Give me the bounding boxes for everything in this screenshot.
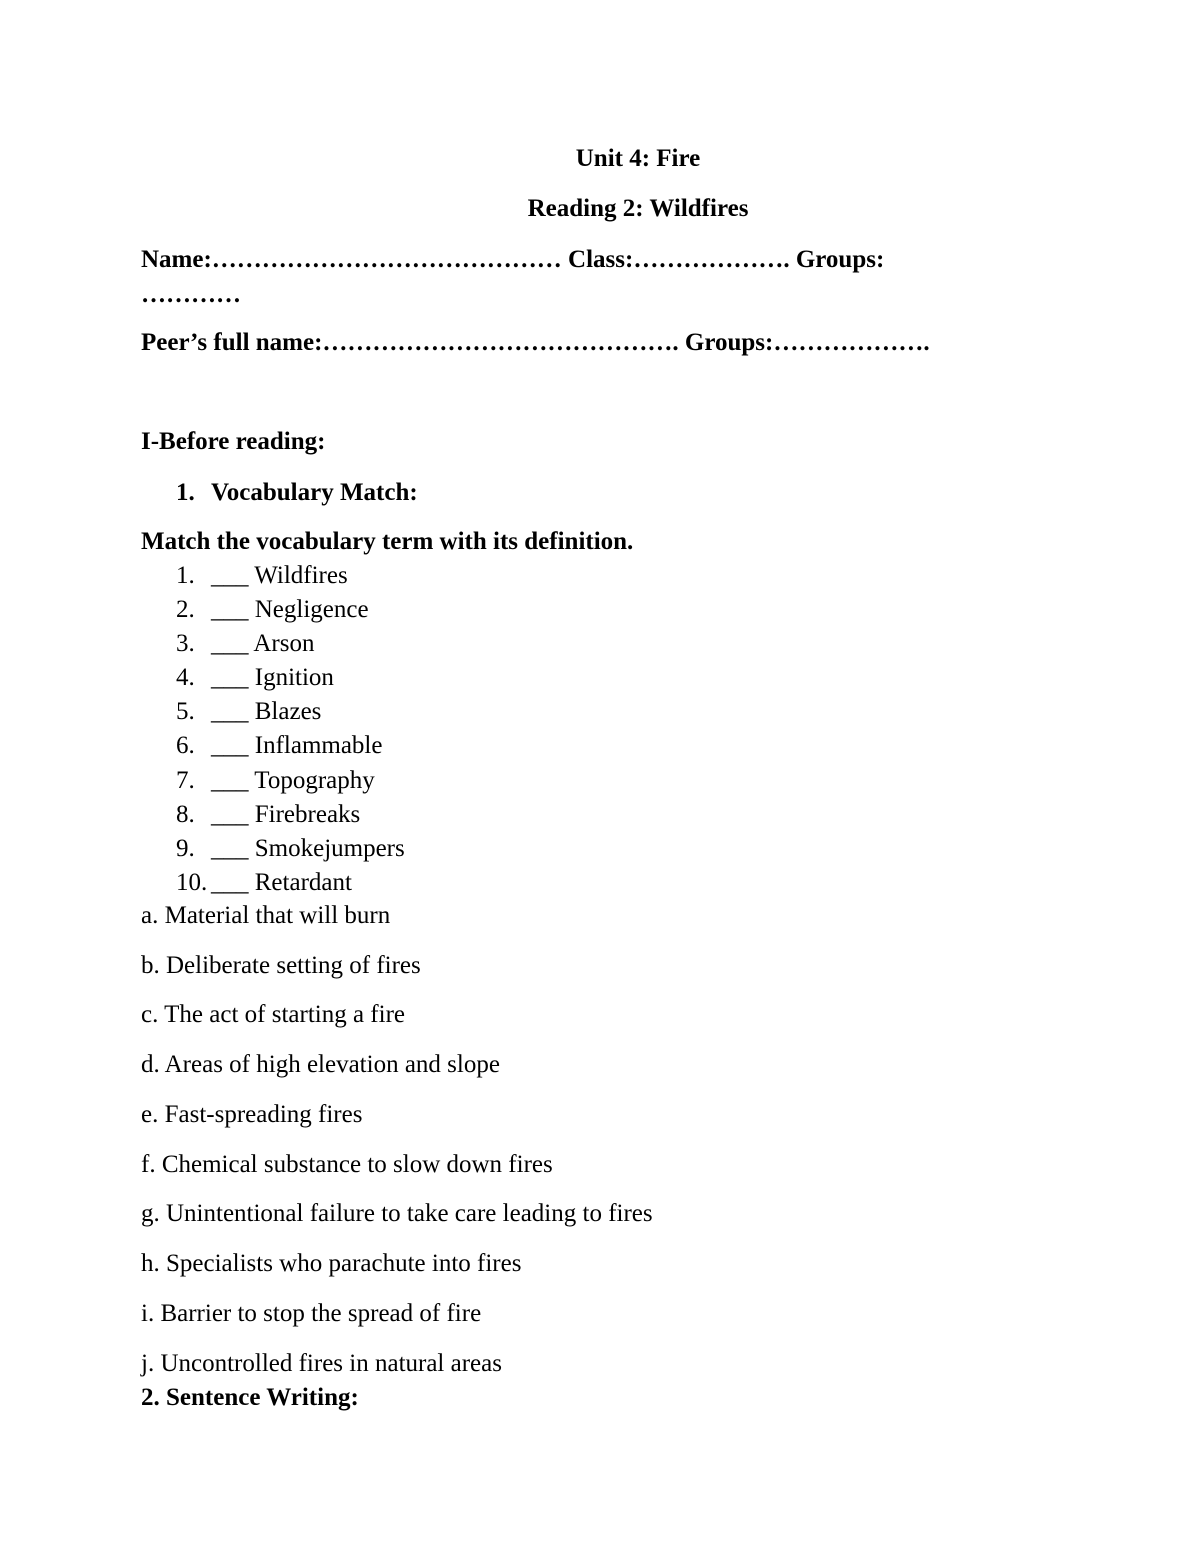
reading-title: Reading 2: Wildfires [527,195,749,222]
term-number: 10. [176,869,208,896]
term-text: ___ Arson [211,630,315,657]
definition-item: i. Barrier to stop the spread of fire [141,1300,482,1327]
groups-line-continuation: ………… [141,281,241,308]
definition-item: j. Uncontrolled fires in natural areas [141,1350,502,1377]
list-item [0,768,1200,798]
name-class-groups-line: Name:…………………………………… Class:………………. Groups: [141,246,885,273]
subheading-number: 1. [176,479,195,506]
term-text: ___ Negligence [211,596,369,623]
list-item [0,802,1200,832]
term-number: 6. [176,732,195,759]
section-heading-sentence-writing: 2. Sentence Writing: [141,1384,359,1411]
term-number: 9. [176,835,195,862]
term-text: ___ Smokejumpers [211,835,405,862]
term-text: ___ Topography [211,767,375,794]
list-item [0,597,1200,627]
term-text: ___ Blazes [211,698,322,725]
term-number: 4. [176,664,195,691]
instruction-text: Match the vocabulary term with its definition. [141,528,634,555]
list-item [0,699,1200,729]
definition-item: h. Specialists who parachute into fires [141,1250,522,1277]
list-item [0,733,1200,763]
term-number: 3. [176,630,195,657]
section-heading-before-reading: I-Before reading: [141,428,326,455]
term-number: 8. [176,801,195,828]
term-text: ___ Firebreaks [211,801,361,828]
list-item [0,631,1200,661]
list-item [0,563,1200,593]
peer-name-line: Peer’s full name:……………………………………. Groups:………………. [141,329,930,356]
term-text: ___ Ignition [211,664,334,691]
term-text: ___ Inflammable [211,732,383,759]
list-item [0,836,1200,866]
list-item [0,870,1200,900]
definition-item: g. Unintentional failure to take care leading to fires [141,1200,653,1227]
definition-item: e. Fast-spreading fires [141,1101,363,1128]
term-text: ___ Retardant [211,869,352,896]
term-number: 7. [176,767,195,794]
definition-item: d. Areas of high elevation and slope [141,1051,500,1078]
definition-item: c. The act of starting a fire [141,1001,406,1028]
unit-title: Unit 4: Fire [575,145,701,172]
subheading-vocabulary-match: Vocabulary Match: [211,479,418,506]
definition-item: f. Chemical substance to slow down fires [141,1151,553,1178]
term-text: ___ Wildfires [211,562,348,589]
term-number: 1. [176,562,195,589]
term-number: 5. [176,698,195,725]
definition-item: a. Material that will burn [141,902,391,929]
list-item [0,665,1200,695]
definition-item: b. Deliberate setting of fires [141,952,421,979]
term-number: 2. [176,596,195,623]
